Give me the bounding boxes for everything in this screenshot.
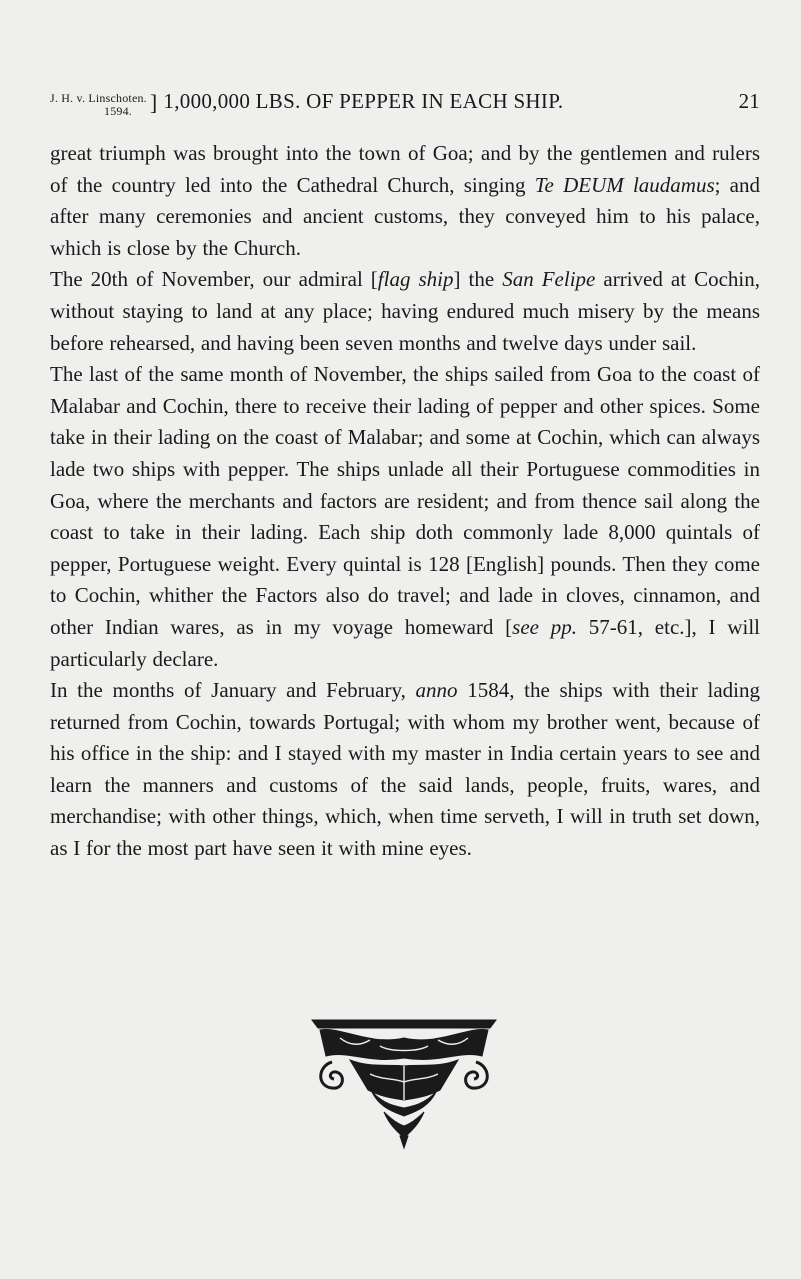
italic-text: anno <box>415 678 458 703</box>
page-number: 21 <box>738 89 760 113</box>
paragraph <box>50 264 760 359</box>
running-title: 1,000,000 LBS. OF PEPPER IN EACH SHIP. <box>163 89 564 113</box>
book-page <box>50 88 760 865</box>
author-year: 1594. <box>104 104 132 118</box>
paragraph-text: In the months of January and February, <box>50 678 416 703</box>
paragraph-text: 57-61, etc.], I will particularly declare. <box>50 614 760 671</box>
paragraph-text: arrived at Cochin, without staying to land at any place; having endured much misery by the means before rehearsed, and having been seven months and twelve days under sail. <box>50 267 760 355</box>
italic-text: Te DEUM laudamus <box>534 172 715 197</box>
paragraph-text: The 20th of November, our admiral [ <box>50 267 378 292</box>
body-text <box>50 138 760 865</box>
paragraph-text: ] the <box>453 267 503 292</box>
citation-bracket: ] <box>149 90 158 115</box>
paragraph <box>50 138 760 264</box>
tailpiece-ornament-icon <box>310 1016 498 1151</box>
paragraph <box>50 675 760 865</box>
author-line: J. H. v. Linschoten. <box>50 91 147 105</box>
paragraph-text: The last of the same month of November, the ships sailed from Goa to the coast of Malabar and Cochin, there to receive their lading of pepper and other spices. Some take in their lading on the coast of Malabar; and some at Cochin, which can always lade two ships with pepper. The ships unlade all their Portuguese commodities in Goa, where the merchants and factors are resident; and from thence sail along the coast to take in their lading. Each ship doth commonly lade 8,000 quintals of pepper, Portuguese weight. Every quintal is 128 [English] pounds. Then they come to Cochin, whither the Factors also do travel; and lade in cloves, cinnamon, and other Indian wares, as in my voyage homeward [ <box>50 362 760 639</box>
paragraph-text: great triumph was brought into the town of Goa; and by the gentlemen and rulers of the country led into the Cathedral Church, singing <box>50 141 760 197</box>
paragraph <box>50 359 760 675</box>
italic-text: San Felipe <box>502 267 596 292</box>
paragraph-text: 1584, the ships with their lading returned from Cochin, towards Portugal; with whom my brother went, because of his office in the ship: and I stayed with my master in India certain years to see and learn the manners and customs of the said lands, people, fruits, wares, and merchandise; with other things, which, when time serveth, I will in truth set down, as I for the most part have seen it with mine eyes. <box>50 678 760 861</box>
paragraph-text: ; and after many ceremonies and ancient customs, they conveyed him to his palace, which is close by the Church. <box>50 172 760 260</box>
author-citation <box>50 92 150 118</box>
italic-text: see pp. <box>512 614 578 639</box>
running-head <box>50 88 760 118</box>
italic-text: flag ship <box>377 267 454 292</box>
